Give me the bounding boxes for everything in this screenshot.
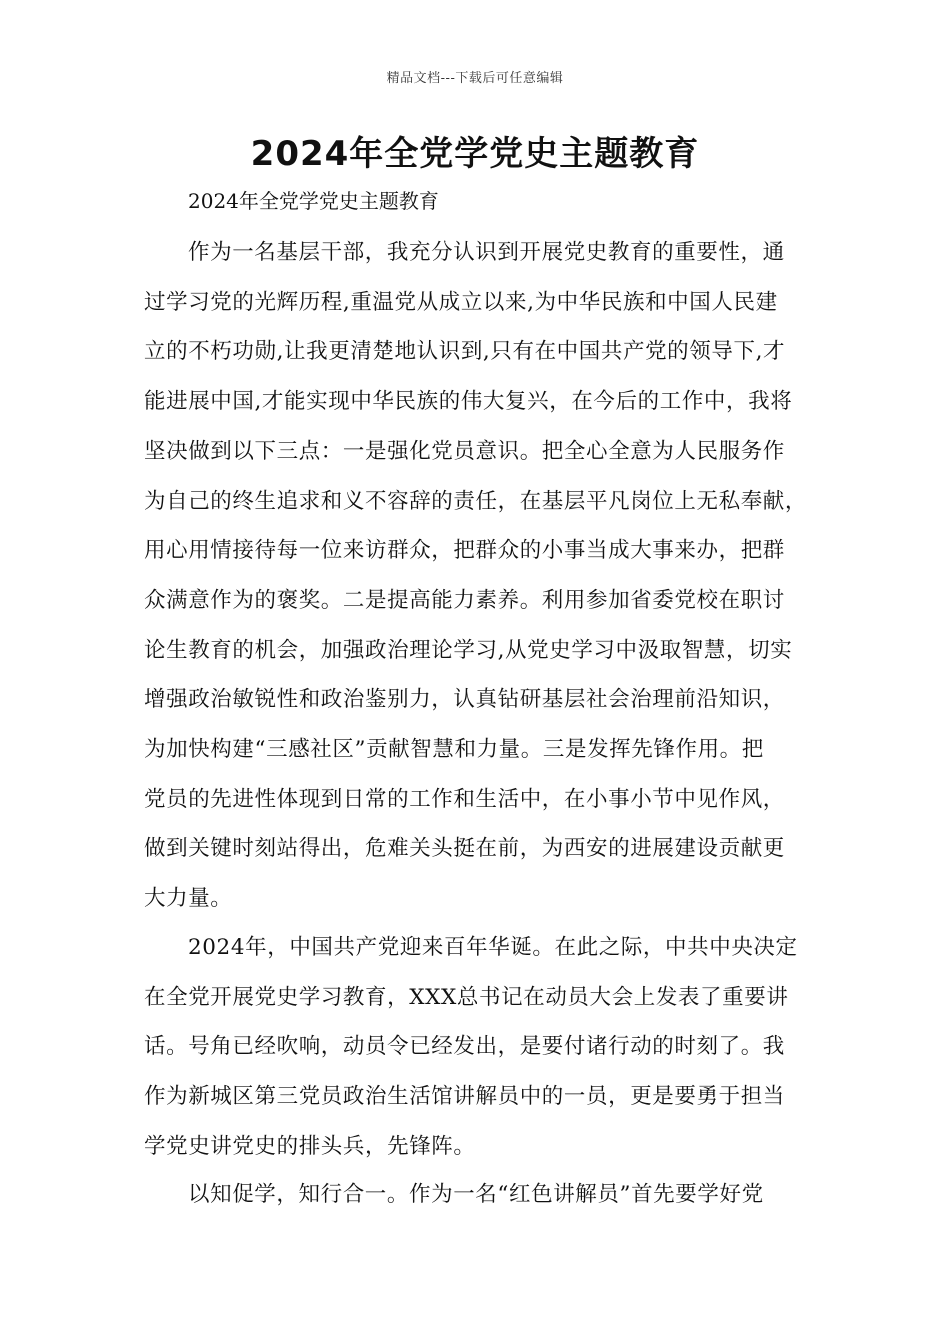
paragraph-1	[144, 228, 826, 924]
paragraph-line: 能进展中国,才能实现中华民族的伟大复兴，在今后的工作中，我将	[144, 389, 793, 415]
paragraph-line: 在全党开展党史学习教育，XXX总书记在动员大会上发表了重要讲	[144, 984, 789, 1010]
paragraph-2	[144, 923, 826, 1172]
paragraph-line: 做到关键时刻站得出，危难关头挺在前，为西安的进展建设贡献更	[144, 836, 785, 862]
paragraph-line: 作为一名基层干部，我充分认识到开展党史教育的重要性，通	[188, 240, 785, 265]
paragraph-line: 坚决做到以下三点：一是强化党员意识。把全心全意为人民服务作	[144, 438, 785, 464]
paragraph-line: 论生教育的机会，加强政治理论学习,从党史学习中汲取智慧，切实	[144, 637, 793, 663]
header-note: 精品文档---下载后可任意编辑	[386, 71, 564, 86]
paragraph-line: 学党史讲党史的排头兵，先锋阵。	[144, 1133, 476, 1159]
paragraph-line: 作为新城区第三党员政治生活馆讲解员中的一员，更是要勇于担当	[144, 1084, 785, 1110]
paragraph-line: 话。号角已经吹响，动员令已经发出，是要付诸行动的时刻了。我	[144, 1034, 785, 1060]
paragraph-line: 用心用情接待每一位来访群众，把群众的小事当成大事来办，把群	[144, 538, 785, 564]
paragraph-line: 大力量。	[144, 886, 233, 912]
document-subtitle: 2024年全党学党史主题教育	[188, 189, 439, 213]
paragraph-line: 为自己的终生追求和义不容辞的责任，在基层平凡岗位上无私奉献，	[144, 488, 808, 514]
paragraph-line: 为加快构建“三感社区”贡献智慧和力量。三是发挥先锋作用。把	[144, 737, 764, 763]
paragraph-line: 众满意作为的褒奖。二是提高能力素养。利用参加省委党校在职讨	[144, 587, 785, 613]
paragraph-line: 过学习党的光辉历程,重温党从成立以来,为中华民族和中国人民建	[144, 289, 778, 315]
document-title: 2024年全党学党史主题教育	[250, 134, 700, 174]
paragraph-line: 党员的先进性体现到日常的工作和生活中，在小事小节中见作风，	[144, 786, 785, 812]
paragraph-line: 增强政治敏锐性和政治鉴别力，认真钻研基层社会治理前沿知识，	[144, 687, 785, 713]
paragraph-line: 2024年，中国共产党迎来百年华诞。在此之际，中共中央决定	[188, 935, 798, 960]
paragraph-3	[144, 1170, 826, 1220]
paragraph-line: 立的不朽功勋,让我更清楚地认识到,只有在中国共产党的领导下,才	[144, 339, 786, 365]
paragraph-line: 以知促学，知行合一。作为一名“红色讲解员”首先要学好党	[188, 1182, 764, 1207]
